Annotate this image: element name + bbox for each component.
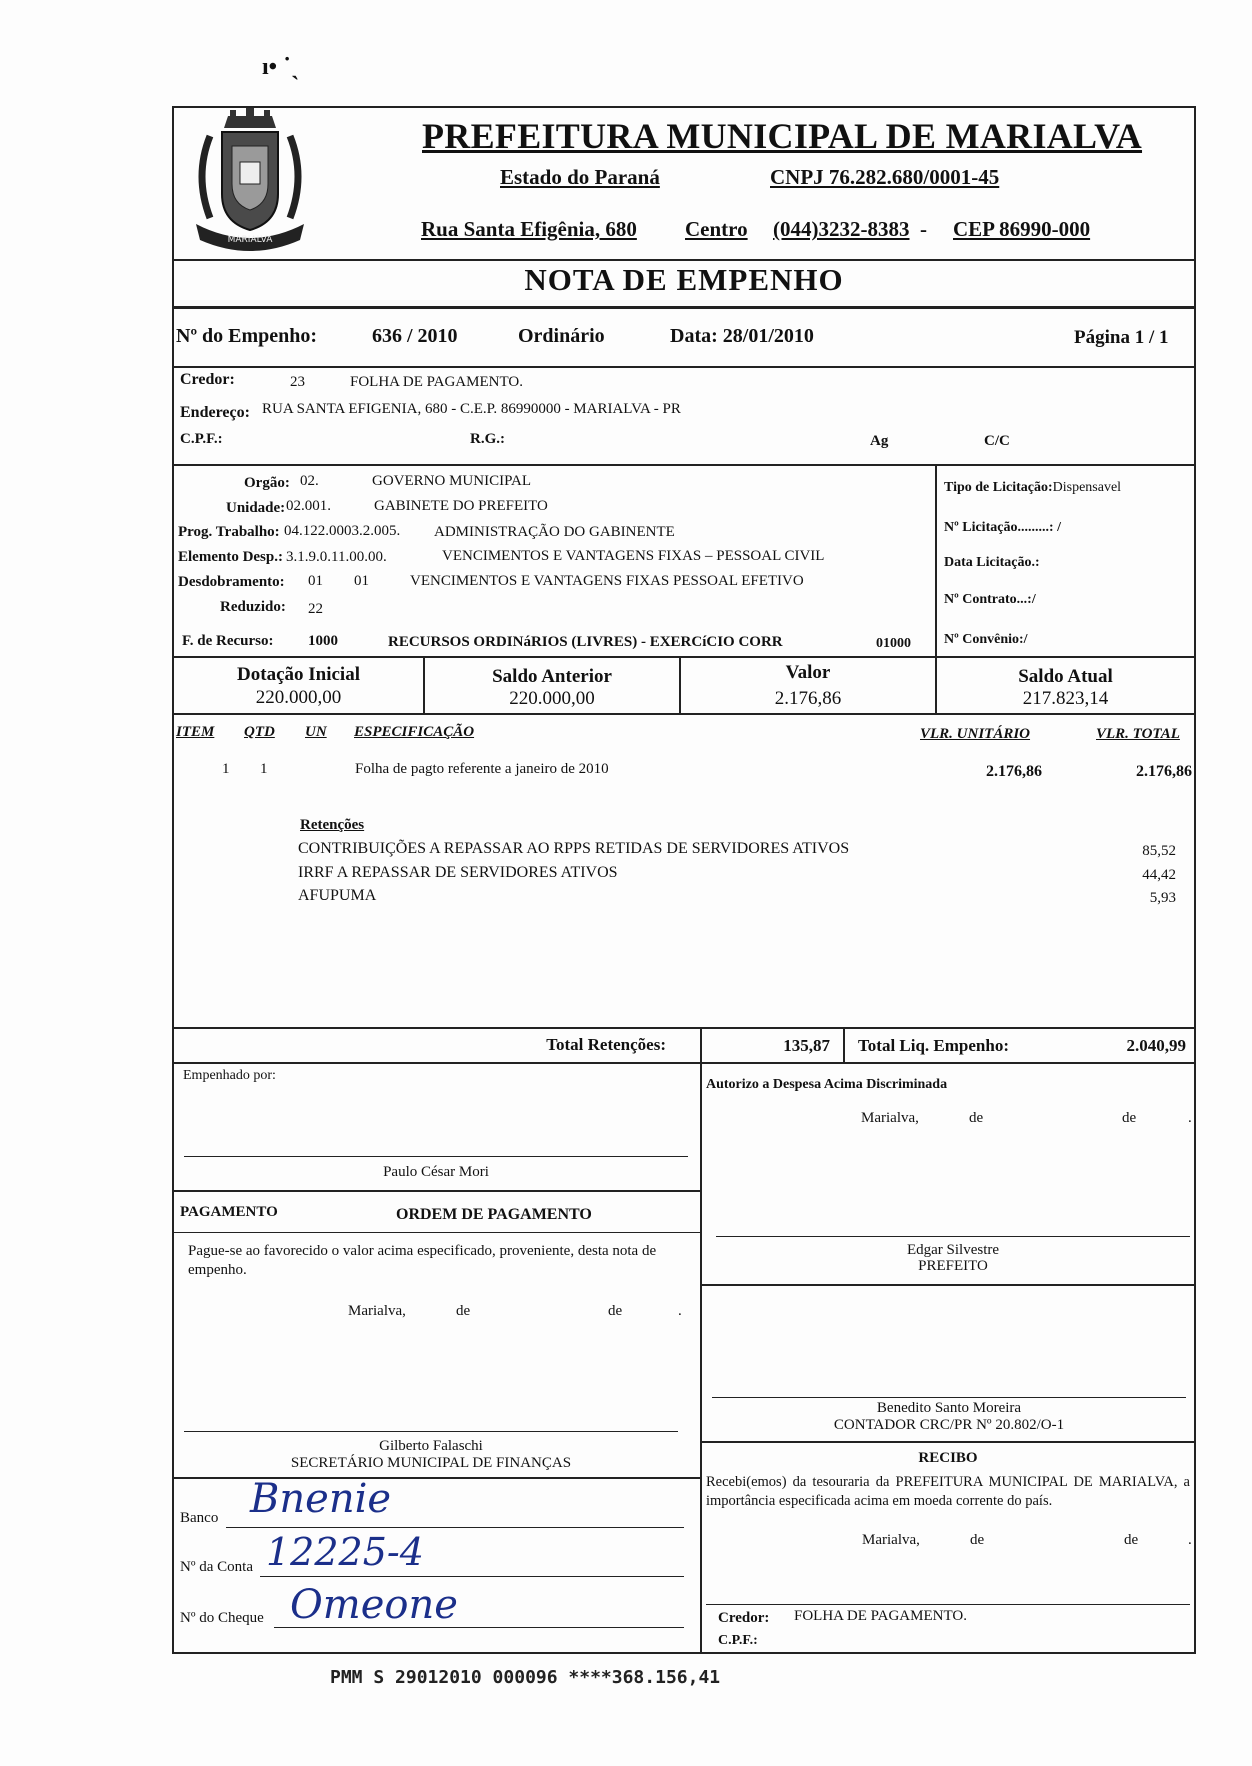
pagamento-de-2: de	[608, 1303, 623, 1319]
pagamento-text: Pague-se ao favorecido o valor acima especificado, proveniente, desta nota de empenho.	[188, 1243, 657, 1278]
retencao-value-1: 85,52	[1142, 843, 1176, 859]
prog-label: Prog. Trabalho:	[178, 524, 280, 540]
credor-label: Credor:	[180, 371, 235, 388]
conta-handwritten: 12225-4	[266, 1530, 424, 1574]
recibo-dot: .	[1188, 1532, 1192, 1548]
empenhado-label: Empenhado por:	[183, 1068, 276, 1083]
cheque-label: Nº do Cheque	[180, 1610, 264, 1626]
convenio-numero: Nº Convênio:/	[944, 632, 1028, 647]
desdobramento-label: Desdobramento:	[178, 574, 285, 590]
secretario-role: SECRETÁRIO MUNICIPAL DE FINANÇAS	[290, 1455, 572, 1471]
licitacao-tipo-value: Dispensavel	[1052, 480, 1122, 495]
fonte-code-2: 01000	[876, 636, 911, 651]
pagamento-city: Marialva,	[348, 1303, 406, 1319]
autorizo-city: Marialva,	[861, 1110, 919, 1126]
item-valor-unitario: 2.176,86	[986, 763, 1042, 780]
empenho-number: 636 / 2010	[372, 325, 458, 347]
item-number: 1	[222, 761, 230, 777]
valor-label: Valor	[785, 662, 831, 683]
fonte-code: 1000	[308, 633, 338, 649]
secretario-name: Gilberto Falaschi	[379, 1438, 483, 1454]
autorizo-dot: .	[1188, 1110, 1192, 1126]
reduzido-value: 22	[308, 601, 323, 617]
item-especificacao: Folha de pagto referente a janeiro de 2010	[355, 761, 609, 777]
col-item: ITEM	[176, 724, 215, 740]
phone-text: (044)3232-8383	[773, 217, 910, 241]
cheque-handwritten: Omeone	[290, 1582, 458, 1628]
item-qtd: 1	[260, 761, 268, 777]
header-dash: -	[920, 217, 927, 241]
licitacao-tipo-label: Tipo de Licitação:	[944, 480, 1053, 495]
credor-code: 23	[290, 374, 305, 390]
fonte-name: RECURSOS ORDINáRIOS (LIVRES) - EXERCíCIO CORR	[388, 634, 783, 650]
col-valor-unitario: VLR. UNITÁRIO	[920, 726, 1031, 742]
orgao-code: 02.	[300, 473, 319, 489]
elemento-code: 3.1.9.0.11.00.00.	[286, 549, 387, 565]
retencao-label-3: AFUPUMA	[298, 887, 377, 904]
contador-name: Benedito Santo Moreira	[876, 1400, 1022, 1416]
retencao-label-2: IRRF A REPASSAR DE SERVIDORES ATIVOS	[298, 864, 618, 881]
margin-mark: ı• ˙ˎ	[262, 54, 300, 80]
prefeito-role: PREFEITO	[918, 1258, 988, 1274]
retencao-value-3: 5,93	[1149, 890, 1176, 906]
autorizo-de-1: de	[969, 1110, 984, 1126]
saldo-atual-label: Saldo Atual	[1018, 666, 1113, 687]
desdobramento-name: VENCIMENTOS E VANTAGENS FIXAS PESSOAL EFETIVO	[410, 573, 804, 589]
recibo-city: Marialva,	[862, 1532, 920, 1548]
cnpj-text: CNPJ 76.282.680/0001-45	[770, 165, 1000, 189]
total-retencoes-label: Total Retenções:	[546, 1035, 666, 1054]
desdobramento-code-2: 01	[354, 573, 369, 589]
unidade-code: 02.001.	[286, 498, 331, 514]
endereco-label: Endereço:	[180, 404, 250, 421]
col-un: UN	[305, 724, 327, 740]
district-text: Centro	[685, 217, 748, 241]
recibo-de-1: de	[970, 1532, 985, 1548]
total-liquido-value: 2.040,99	[1126, 1036, 1186, 1055]
retencao-value-2: 44,42	[1142, 867, 1176, 883]
retencoes-title: Retenções	[300, 817, 365, 833]
desdobramento-code-1: 01	[308, 573, 323, 589]
fonte-label: F. de Recurso:	[182, 633, 274, 649]
unidade-label: Unidade:	[226, 500, 286, 516]
total-retencoes-value: 135,87	[783, 1036, 830, 1055]
saldo-atual-value: 217.823,14	[1022, 688, 1109, 709]
rg-label: R.G.:	[470, 431, 505, 447]
cpf-label: C.P.F.:	[180, 431, 223, 447]
col-valor-total: VLR. TOTAL	[1096, 726, 1180, 742]
recibo-text: Recebi(emos) da tesouraria da PREFEITURA MUNICIPAL DE MARIALVA, a importância especificada acima em moeda corrente do país.	[706, 1474, 1190, 1509]
orgao-name: GOVERNO MUNICIPAL	[372, 473, 532, 489]
unidade-name: GABINETE DO PREFEITO	[374, 498, 548, 514]
pagamento-de-1: de	[456, 1303, 471, 1319]
crest-banner-text: MARIALVA	[227, 235, 273, 245]
contrato-numero: Nº Contrato...:/	[944, 592, 1036, 607]
banco-handwritten: Bnenie	[250, 1476, 392, 1522]
valor-value: 2.176,86	[774, 688, 842, 709]
prefeito-name: Edgar Silvestre	[906, 1242, 1000, 1258]
pagamento-dot: .	[678, 1303, 682, 1319]
licitacao-data: Data Licitação.:	[944, 555, 1040, 570]
banco-label: Banco	[180, 1510, 219, 1526]
conta-label: Nº da Conta	[180, 1559, 253, 1575]
cep-text: CEP 86990-000	[953, 217, 1091, 241]
coat-of-arms-icon	[180, 106, 320, 262]
prog-name: ADMINISTRAÇÃO DO GABINENTE	[434, 524, 675, 540]
prog-code: 04.122.0003.2.005.	[284, 523, 401, 539]
recibo-title: RECIBO	[918, 1450, 978, 1466]
page-title: NOTA DE EMPENHO	[524, 262, 844, 297]
conta-corrente-label: C/C	[984, 433, 1010, 449]
payment-stamp: PMM S 29012010 000096 ****368.156,41	[330, 1667, 721, 1688]
credor-footer-cpf-label: C.P.F.:	[718, 1633, 758, 1648]
credor-footer-label: Credor:	[718, 1610, 770, 1626]
item-valor-total: 2.176,86	[1136, 763, 1192, 780]
col-qtd: QTD	[244, 724, 275, 740]
retencao-label-1: CONTRIBUIÇÕES A REPASSAR AO RPPS RETIDAS DE SERVIDORES ATIVOS	[298, 840, 850, 857]
dotacao-inicial-label: Dotação Inicial	[237, 664, 360, 685]
saldo-anterior-value: 220.000,00	[509, 688, 595, 709]
elemento-name: VENCIMENTOS E VANTAGENS FIXAS – PESSOAL CIVIL	[442, 548, 825, 564]
elemento-label: Elemento Desp.:	[178, 549, 283, 565]
recibo-de-2: de	[1124, 1532, 1139, 1548]
contador-role: CONTADOR CRC/PR Nº 20.802/O-1	[833, 1417, 1065, 1433]
empenho-type: Ordinário	[518, 325, 605, 347]
street-text: Rua Santa Efigênia, 680	[421, 217, 637, 241]
ordem-pagamento-label: ORDEM DE PAGAMENTO	[396, 1206, 592, 1223]
empenhado-name: Paulo César Mori	[383, 1164, 489, 1180]
saldo-anterior-label: Saldo Anterior	[492, 666, 612, 687]
empenho-label: Nº do Empenho:	[176, 325, 318, 347]
pagamento-label: PAGAMENTO	[180, 1204, 278, 1220]
col-especificacao: ESPECIFICAÇÃO	[354, 724, 475, 740]
endereco-value: RUA SANTA EFIGENIA, 680 - C.E.P. 86990000 - MARIALVA - PR	[262, 401, 681, 417]
agencia-label: Ag	[870, 433, 889, 449]
credor-name: FOLHA DE PAGAMENTO.	[350, 374, 523, 390]
autorizo-de-2: de	[1122, 1110, 1137, 1126]
orgao-label: Orgão:	[244, 475, 290, 491]
licitacao-numero: Nº Licitação.........: /	[944, 520, 1061, 535]
empenho-date: Data: 28/01/2010	[670, 325, 814, 347]
total-liquido-label: Total Liq. Empenho:	[858, 1036, 1009, 1055]
page-number: Página 1 / 1	[1074, 327, 1169, 348]
reduzido-label: Reduzido:	[220, 599, 286, 615]
state-text: Estado do Paraná	[500, 165, 660, 189]
dotacao-inicial-value: 220.000,00	[255, 687, 342, 708]
credor-footer-value: FOLHA DE PAGAMENTO.	[794, 1608, 967, 1624]
autorizo-label: Autorizo a Despesa Acima Discriminada	[706, 1077, 948, 1092]
org-title: PREFEITURA MUNICIPAL DE MARIALVA	[422, 116, 1143, 156]
